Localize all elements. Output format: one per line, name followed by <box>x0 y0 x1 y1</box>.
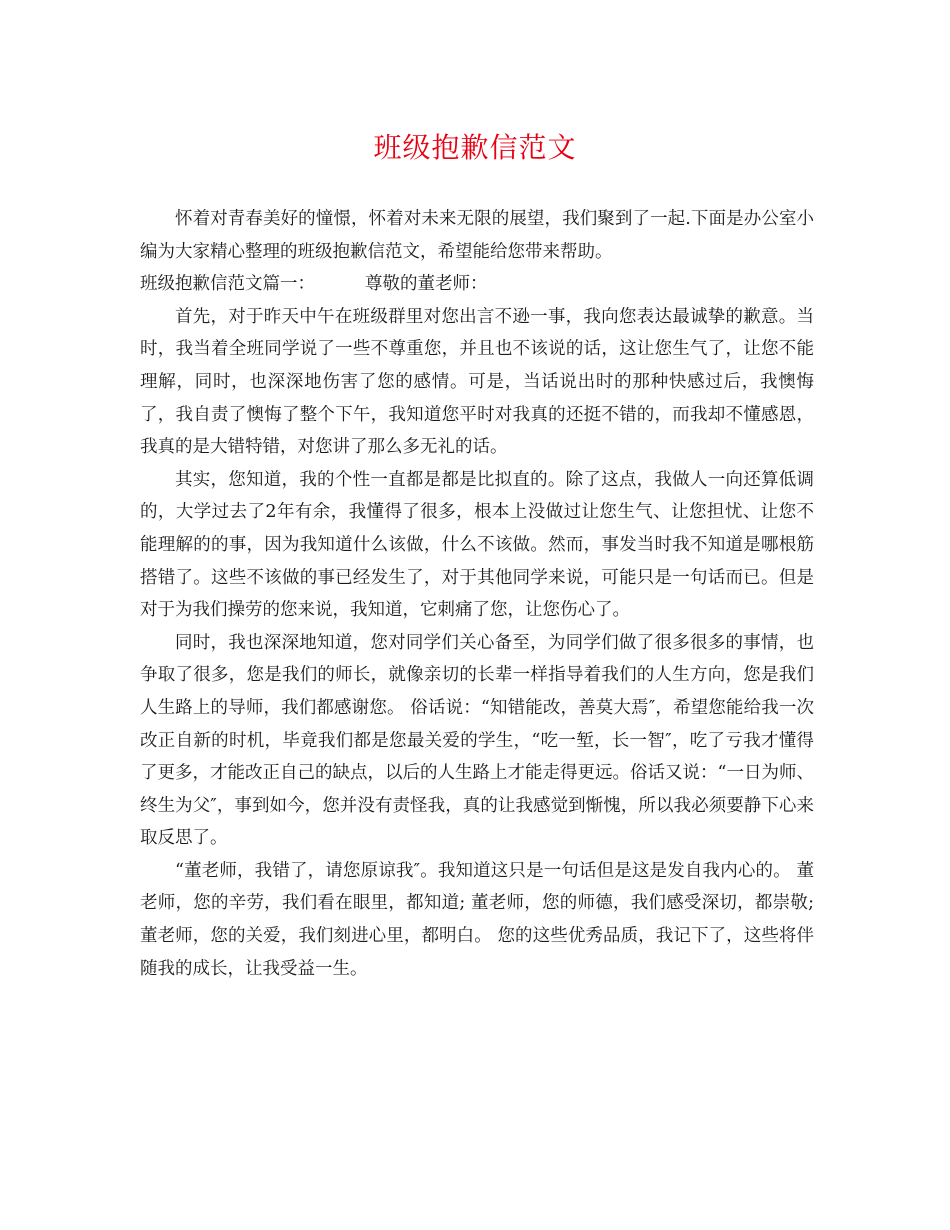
body-paragraph: “董老师，我错了，请您原谅我″。我知道这只是一句话但是这是发自我内心的。 董老师，您的辛劳，我们看在眼里，都知道; 董老师，您的师德，我们感受深切，都崇敬; 董老师，您的关爱，我们刻进心里，都明白。 您的这些优秀品质，我记下了，这些将伴随我的成长，让我受益一生。 <box>140 860 814 979</box>
body-paragraph: 同时，我也深深地知道，您对同学们关心备至，为同学们做了很多很多的事情，也争取了很多，您是我们的师长，就像亲切的长辈一样指导着我们的人生方向，您是我们人生路上的导师，我们都感谢您。 俗话说：“知错能改，善莫大焉″，希望您能给我一次改正自新的时机，毕竟我们都是您最关爱的学生，“吃一堑，长一智″，吃了亏我才懂得了更多，才能改正自己的缺点，以后的人生路上才能走得更远。俗话又说：“一日为师、终生为父″，事到如今，您并没有责怪我，真的让我感觉到惭愧，所以我必须要静下心来取反思了。 <box>140 632 814 849</box>
salutation: 尊敬的董老师： <box>365 274 488 295</box>
section-label: 班级抱歉信范文篇一： <box>140 274 315 295</box>
document-body <box>140 203 814 985</box>
body-paragraph: 首先，对于昨天中午在班级群里对您出言不逊一事，我向您表达最诚挚的歉意。当时，我当着全班同学说了一些不尊重您，并且也不该说的话，这让您生气了，让您不能理解，同时，也深深地伤害了您的感情。可是，当话说出时的那种快感过后，我懊悔了，我自责了懊悔了整个下午，我知道您平时对我真的还挺不错的，而我却不懂感恩，我真的是大错特错，对您讲了那么多无礼的话。 <box>140 306 814 458</box>
section-heading-line <box>140 268 814 301</box>
document-title: 班级抱歉信范文 <box>373 131 577 164</box>
body-paragraph: 其实，您知道，我的个性一直都是都是比拟直的。除了这点，我做人一向还算低调的，大学过去了2年有余，我懂得了很多，根本上没做过让您生气、让您担忧、让您不能理解的的事，因为我知道什么该做，什么不该做。然而，事发当时我不知道是哪根筋搭错了。这些不该做的事已经发生了，对于其他同学来说，可能只是一句话而已。但是对于为我们操劳的您来说，我知道，它刺痛了您，让您伤心了。 <box>140 469 814 621</box>
intro-paragraph: 怀着对青春美好的憧憬，怀着对未来无限的展望，我们聚到了一起.下面是办公室小编为大家精心整理的班级抱歉信范文，希望能给您带来帮助。 <box>140 209 814 262</box>
